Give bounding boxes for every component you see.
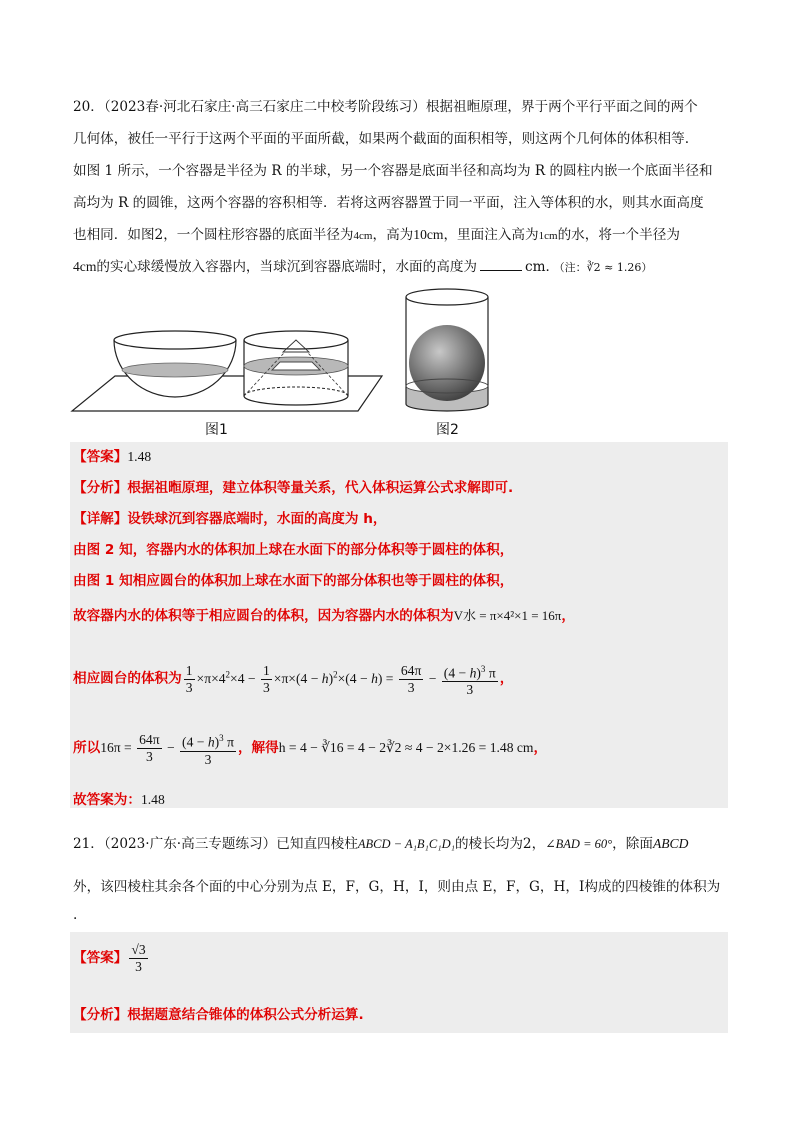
answer-value: 1.48	[127, 449, 152, 464]
solution20-analysis	[73, 478, 513, 498]
solution20-line3: 由图 1 知相应圆台的体积加上球在水面下的部分体积也等于圆柱的体积，	[73, 573, 514, 589]
text: ，除面	[612, 836, 653, 852]
detail-text: 设铁球沉到容器底端时，水面的高度为 h，	[127, 511, 387, 527]
text: 的棱长均为2，	[454, 836, 546, 852]
problem21-source: （2023·广东·高三专题练习）	[103, 836, 277, 852]
answer-label: 【答案】	[73, 950, 128, 966]
problem20-source: （2023春·河北石家庄·高三石家庄二中校考阶段练习）	[103, 99, 426, 115]
formula-water-volume: V水 = π×4²×1 = 16π	[453, 608, 562, 623]
angle: ∠BAD = 60°	[545, 837, 613, 851]
problem20-line1	[73, 97, 698, 117]
solution20-line5	[73, 654, 513, 699]
punct: ，	[499, 670, 514, 687]
text: 的水，将一个半径为	[557, 227, 680, 243]
analysis-label: 【分析】	[73, 480, 128, 496]
figure1	[70, 318, 390, 418]
text: 所以	[73, 740, 101, 756]
final-value: 1.48	[140, 792, 165, 807]
answer-label: 【答案】	[73, 449, 128, 465]
text: 已知直四棱柱	[276, 836, 358, 852]
problem21-number: 21．	[73, 836, 104, 852]
problem21-line1	[73, 834, 688, 854]
problem20-line4: 高均为 R 的圆锥，这两个容器的容积相等．若将这两容器置于同一平面，注入等体积的水，则其水面高度	[73, 195, 704, 211]
solution20-line6	[73, 728, 547, 768]
problem21-line3: .	[73, 907, 78, 923]
problem20-line3: 如图 1 所示，一个容器是半径为 R 的半球，另一个容器是底面半径和高均为 R 的圆柱内嵌一个底面半径和	[73, 163, 713, 179]
formula-solution: h = 4 − ∛16 = 4 − 2∛2 ≈ 4 − 2×1.26 = 1.48 cm	[278, 740, 534, 755]
solution20-detail	[73, 509, 386, 529]
analysis-text: 根据题意结合锥体的体积公式分析运算.	[127, 1007, 364, 1023]
problem20-line5	[73, 225, 680, 246]
answer-fraction	[129, 942, 147, 975]
detail-label: 【详解】	[73, 511, 128, 527]
value-radius: 4cm	[353, 230, 373, 242]
figure2-caption: 图2	[436, 422, 459, 438]
text: ，里面注入高为	[443, 227, 539, 243]
text: 的实心球缓慢放入容器内，当球沉到容器底端时，水面的高度为	[96, 259, 478, 275]
solution20-answer	[73, 447, 151, 467]
text: ，高为	[372, 227, 414, 243]
problem20-line2: 几何体，被任一平行于这两个平面的平面所截，如果两个截面的面积相等，则这两个几何体的体积相等.	[73, 131, 690, 147]
punct: ，	[533, 740, 548, 756]
text: 故容器内水的体积等于相应圆台的体积，因为容器内水的体积为	[73, 608, 454, 624]
problem20-line6	[73, 257, 652, 278]
solution21-answer	[73, 938, 150, 978]
analysis-text: 根据祖暅原理，建立体积等量关系，代入体积运算公式求解即可.	[127, 480, 514, 496]
value-water: 1cm	[538, 230, 558, 242]
answer-blank	[480, 258, 522, 271]
final-label: 故答案为：	[73, 792, 141, 808]
value-height: 10cm	[413, 227, 444, 242]
text: 也相同．如图2，一个圆柱形容器的底面半径为	[73, 227, 354, 243]
problem20-text: 根据祖暅原理，界于两个平行平面之间的两个	[425, 99, 698, 115]
ball	[409, 325, 485, 401]
solution20-line2: 由图 2 知，容器内水的体积加上球在水面下的部分体积等于圆柱的体积，	[73, 542, 514, 558]
value-ball-radius: 4cm	[73, 259, 97, 274]
figure2	[402, 286, 492, 420]
formula-equation: 16π = $\frac{64\pi}{3}$ − $\frac{(4 - h)^3 \pi}{3}$	[100, 732, 234, 767]
hemisphere-water	[122, 363, 228, 377]
analysis-label: 【分析】	[73, 1007, 128, 1023]
figure1-caption: 图1	[205, 422, 228, 438]
problem20-number: 20．	[73, 99, 104, 115]
note: （注：∛2 ≈ 1.26）	[559, 261, 653, 274]
cone-section	[272, 362, 320, 370]
formula-frustum-volume: $\frac{1}{3}$ $\times\pi\times 4^2\times 4$ − $\frac{1}{3}$ $\times\pi\times(4 - h)^2\times(4 - h)$ = $\frac{64\pi}{3}$ − $\frac{(4 - h)^3 \pi}{3}$	[185, 662, 496, 698]
punct: ，	[561, 608, 575, 624]
problem21-line2: 外，该四棱柱其余各个面的中心分别为点 E，F，G，H，I，则由点 E，F，G，H，I构成的四棱锥的体积为	[73, 879, 721, 895]
unit: cm．	[525, 259, 560, 275]
solution21-analysis	[73, 1005, 364, 1025]
solution20-final	[73, 790, 165, 810]
answer-numerator: √3	[131, 941, 146, 957]
cylinder-top	[406, 289, 488, 305]
solution20-line4	[73, 606, 575, 626]
answer-denominator: 3	[129, 958, 147, 975]
face-name: ABCD	[652, 836, 689, 851]
text: 相应圆台的体积为	[73, 670, 182, 687]
text: ，解得	[237, 740, 279, 756]
prism-name: ABCD − A₁B₁C₁D₁	[357, 837, 455, 851]
